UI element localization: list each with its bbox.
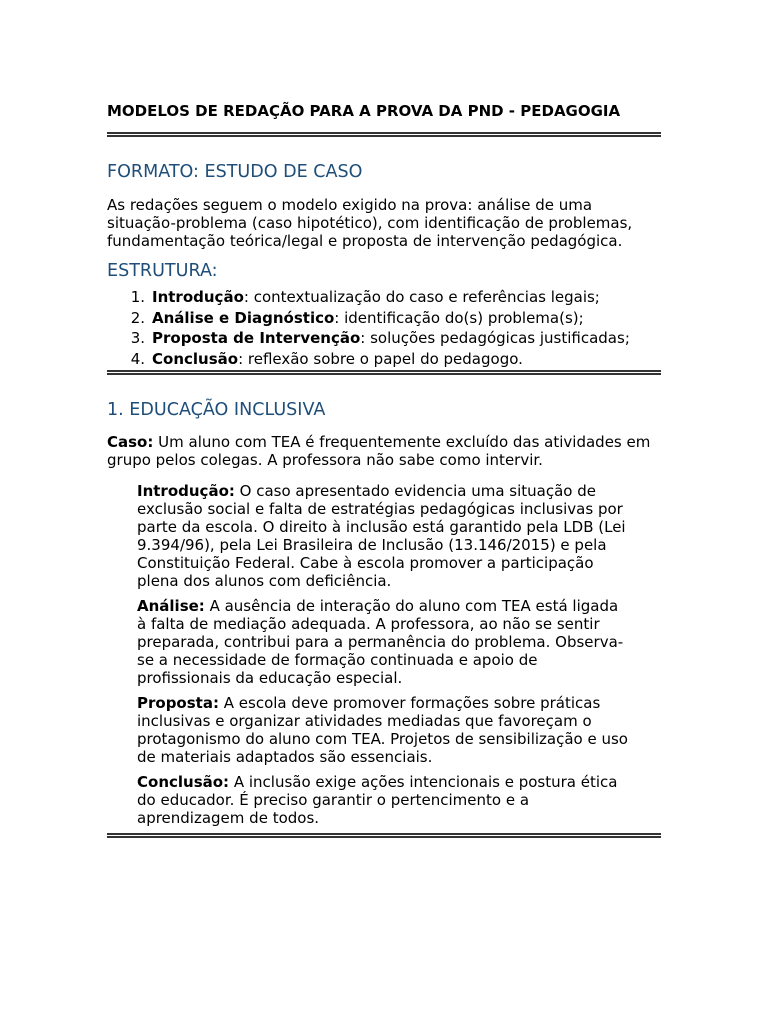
structure-item bbox=[107, 349, 661, 370]
essay-analysis bbox=[137, 597, 631, 687]
format-heading: FORMATO: ESTUDO DE CASO bbox=[107, 162, 363, 182]
double-rule bbox=[107, 370, 661, 375]
essay-introduction-label: Introdução: bbox=[137, 482, 235, 500]
case-label: Caso: bbox=[107, 433, 154, 451]
structure-item-label: Introdução bbox=[152, 288, 244, 306]
structure-list bbox=[107, 287, 661, 369]
essay-conclusion-text: A inclusão exige ações intencionais e postura ética do educador. É preciso garantir o pertencimento e a aprendizagem de todos. bbox=[137, 773, 618, 827]
case-heading: 1. EDUCAÇÃO INCLUSIVA bbox=[107, 400, 326, 420]
structure-item-text: : soluções pedagógicas justificadas; bbox=[360, 329, 630, 347]
document-title: MODELOS DE REDAÇÃO PARA A PROVA DA PND - PEDAGOGIA bbox=[107, 102, 621, 120]
essay-introduction bbox=[137, 482, 631, 590]
structure-item bbox=[107, 308, 661, 329]
essay-analysis-label: Análise: bbox=[137, 597, 205, 615]
essay-introduction-text: O caso apresentado evidencia uma situação de exclusão social e falta de estratégias pedagógicas inclusivas por parte da escola. O direito à inclusão está garantido pela LDB (Lei 9.394/96), pela Lei Brasileira de Inclusão (13.146/2015) e pela Constituição Federal. Cabe à escola promover a participação plena dos alunos com deficiência. bbox=[137, 482, 626, 590]
structure-item-label: Proposta de Intervenção bbox=[152, 329, 361, 347]
essay-conclusion-label: Conclusão: bbox=[137, 773, 230, 791]
structure-item-number: 1. bbox=[130, 288, 145, 306]
structure-item-number: 3. bbox=[130, 329, 145, 347]
essay-conclusion bbox=[137, 773, 631, 827]
document-page bbox=[107, 0, 661, 838]
essay-proposal-label: Proposta: bbox=[137, 694, 219, 712]
essay-block bbox=[137, 482, 631, 827]
structure-item-label: Análise e Diagnóstico bbox=[152, 308, 335, 327]
structure-item-text: : reflexão sobre o papel do pedagogo. bbox=[238, 349, 523, 368]
structure-item bbox=[107, 328, 661, 349]
double-rule bbox=[107, 132, 661, 137]
structure-heading: ESTRUTURA: bbox=[107, 261, 218, 281]
structure-item bbox=[107, 287, 661, 308]
essay-analysis-text: A ausência de interação do aluno com TEA está ligada à falta de mediação adequada. A professora, ao não se sentir preparada, contribui para a permanência do problema. Observa-se a necessidade de formação continuada e apoio de profissionais da educação especial. bbox=[137, 597, 624, 687]
structure-item-number: 4. bbox=[130, 349, 145, 368]
format-section bbox=[107, 162, 661, 369]
case-text: Um aluno com TEA é frequentemente excluído das atividades em grupo pelos colegas. A professora não sabe como intervir. bbox=[107, 433, 651, 469]
case-statement bbox=[107, 433, 661, 469]
essay-proposal bbox=[137, 694, 631, 766]
case-section bbox=[107, 400, 661, 827]
double-rule bbox=[107, 833, 661, 838]
format-description: As redações seguem o modelo exigido na prova: análise de uma situação-problema (caso hipotético), com identificação de problemas, fundamentação teórica/legal e proposta de intervenção pedagógica. bbox=[107, 196, 633, 250]
essay-proposal-text: A escola deve promover formações sobre práticas inclusivas e organizar atividades mediadas que favoreçam o protagonismo do aluno com TEA. Projetos de sensibilização e uso de materiais adaptados são essenciais. bbox=[137, 694, 628, 766]
structure-item-text: : contextualização do caso e referências legais; bbox=[243, 288, 600, 306]
structure-item-text: : identificação do(s) problema(s); bbox=[334, 308, 584, 327]
structure-item-label: Conclusão bbox=[152, 349, 239, 368]
structure-item-number: 2. bbox=[130, 308, 145, 327]
